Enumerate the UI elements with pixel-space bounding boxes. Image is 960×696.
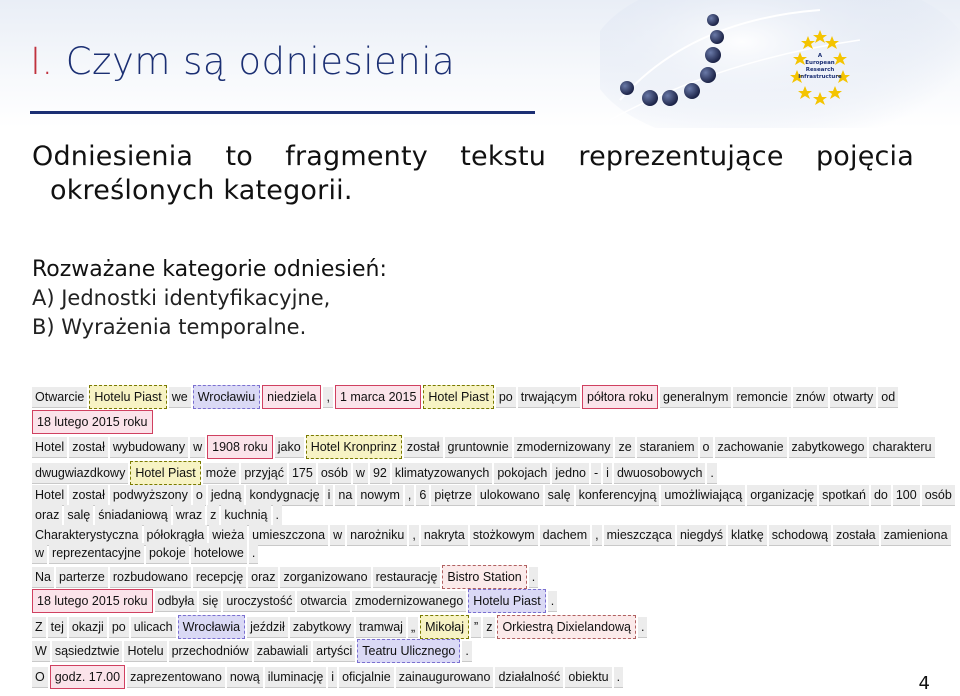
token: . — [529, 567, 538, 588]
token: dachem — [540, 525, 590, 546]
token: 175 — [289, 463, 316, 484]
annotation-date[interactable]: godz. 17.00 — [50, 665, 125, 689]
research-infrastructure-logo — [600, 0, 960, 128]
annotation-org[interactable]: Hotel Piast — [130, 461, 200, 485]
token: zainaugurowano — [396, 667, 494, 688]
token: uroczystość — [223, 591, 295, 612]
token: jako — [275, 437, 304, 458]
token: przyjąć — [241, 463, 287, 484]
token: zorganizowano — [280, 567, 370, 588]
token: pokoje — [146, 543, 189, 564]
example-row — [32, 385, 900, 407]
example-row — [32, 485, 957, 507]
token: i — [328, 667, 337, 688]
token: , — [405, 485, 414, 506]
category-b: B) Wyrażenia temporalne. — [32, 315, 307, 339]
token: z — [483, 617, 495, 638]
token: otwarty — [830, 387, 876, 408]
token: pokojach — [494, 463, 550, 484]
token: oraz — [32, 505, 62, 526]
token: Otwarcie — [32, 387, 87, 408]
token: 6 — [416, 485, 429, 506]
token: . — [638, 617, 647, 638]
token: oficjalnie — [339, 667, 394, 688]
token: został — [69, 485, 108, 506]
annotation-date[interactable]: 1908 roku — [207, 435, 273, 459]
token: okazji — [69, 617, 107, 638]
token: organizację — [747, 485, 817, 506]
definition-line-2: określonych kategorii. — [50, 175, 353, 206]
token: i — [325, 485, 334, 506]
example-row — [32, 665, 625, 687]
token: odbyła — [155, 591, 198, 612]
annotation-date[interactable]: 18 lutego 2015 roku — [32, 589, 153, 613]
token: dwugwiazdkowy — [32, 463, 128, 484]
annotation-date[interactable]: półtora roku — [582, 385, 658, 409]
token: został — [404, 437, 443, 458]
token: rozbudowano — [110, 567, 191, 588]
token: W — [32, 641, 50, 662]
token: zachowanie — [715, 437, 787, 458]
annotation-place[interactable]: Wrocławia — [178, 615, 245, 639]
token: konferencyjną — [576, 485, 660, 506]
annotation-pers[interactable]: Bistro Station — [442, 565, 526, 589]
token: ze — [615, 437, 634, 458]
example-row — [32, 410, 155, 432]
token: . — [273, 505, 282, 526]
token: . — [548, 591, 557, 612]
token: piętrze — [431, 485, 475, 506]
token: klatkę — [728, 525, 767, 546]
definition-paragraph — [32, 140, 932, 208]
token: może — [203, 463, 240, 484]
token: mieszcząca — [604, 525, 675, 546]
token: ulicach — [131, 617, 176, 638]
token: 92 — [370, 463, 390, 484]
token: wieża — [209, 525, 247, 546]
token: zamieniona — [881, 525, 951, 546]
example-row — [32, 615, 649, 637]
example-row — [32, 589, 559, 611]
token: przechodniów — [169, 641, 252, 662]
token: , — [409, 525, 418, 546]
logo-text-a: A — [817, 53, 823, 59]
logo-text-research: Research — [805, 67, 835, 73]
token: , — [592, 525, 601, 546]
token: zaprezentowano — [127, 667, 225, 688]
token: we — [169, 387, 191, 408]
token: w — [32, 543, 47, 564]
annotation-org[interactable]: Mikołaj — [420, 615, 469, 639]
token: parterze — [56, 567, 108, 588]
token: jeździł — [247, 617, 288, 638]
token: salę — [545, 485, 574, 506]
token: została — [833, 525, 879, 546]
token: narożniku — [347, 525, 407, 546]
token: z — [207, 505, 219, 526]
definition-word: pojęcia — [815, 141, 914, 172]
token: generalnym — [660, 387, 731, 408]
token: artyści — [313, 641, 355, 662]
token: tej — [48, 617, 67, 638]
definition-word: Odniesienia — [32, 141, 194, 172]
category-a: A) Jednostki identyfikacyjne, — [32, 286, 331, 310]
annotation-date[interactable]: niedziela — [262, 385, 321, 409]
token: w — [353, 463, 368, 484]
token: Hotel — [32, 437, 67, 458]
title-text: Czym są odniesienia — [65, 40, 456, 83]
token: . — [249, 543, 258, 564]
token: działalność — [495, 667, 563, 688]
annotation-pers[interactable]: Orkiestrą Dixielandową — [497, 615, 636, 639]
categories-heading: Rozważane kategorie odniesień: — [32, 257, 387, 282]
token: w — [330, 525, 345, 546]
token: po — [109, 617, 129, 638]
annotation-place[interactable]: Hotelu Piast — [468, 589, 545, 613]
token: w — [190, 437, 205, 458]
token: podwyższony — [110, 485, 191, 506]
token: o — [700, 437, 713, 458]
example-row — [32, 505, 284, 527]
token: restaurację — [373, 567, 441, 588]
token: wybudowany — [110, 437, 188, 458]
token: Hotel — [32, 485, 67, 506]
token: i — [603, 463, 612, 484]
annotation-place[interactable]: Teatru Ulicznego — [357, 639, 460, 663]
token: Z — [32, 617, 46, 638]
token: od — [878, 387, 898, 408]
token: ” — [471, 617, 481, 638]
token: reprezentacyjne — [49, 543, 144, 564]
token: dwuosobowych — [614, 463, 705, 484]
token: kondygnację — [246, 485, 322, 506]
annotation-place[interactable]: Wrocławiu — [193, 385, 260, 409]
token: stożkowym — [470, 525, 538, 546]
token: 100 — [893, 485, 920, 506]
token: nowym — [357, 485, 403, 506]
token: hotelowe — [191, 543, 247, 564]
definition-word: fragmenty — [285, 141, 428, 172]
token: charakteru — [869, 437, 934, 458]
categories-section — [32, 255, 387, 342]
token: Na — [32, 567, 54, 588]
token: schodową — [769, 525, 831, 546]
token: Charakterystyczna — [32, 525, 142, 546]
example-row — [32, 435, 937, 457]
token: zabytkowy — [290, 617, 354, 638]
token: zmodernizowany — [514, 437, 614, 458]
token: . — [462, 641, 471, 662]
token: zmodernizowanego — [352, 591, 466, 612]
logo-text-european: European — [805, 60, 835, 66]
logo-text-infrastructure: Infrastructure — [798, 74, 842, 80]
definition-word: to — [225, 141, 253, 172]
token: o — [193, 485, 206, 506]
token: się — [199, 591, 221, 612]
token: półokrągła — [144, 525, 208, 546]
definition-line-1 — [32, 140, 914, 174]
annotation-org[interactable]: Hotelu Piast — [89, 385, 166, 409]
token: zabytkowego — [789, 437, 868, 458]
token: umieszczona — [249, 525, 328, 546]
token: umożliwiającą — [661, 485, 745, 506]
title-number: I. — [30, 40, 54, 83]
annotation-org[interactable]: Hotel Piast — [423, 385, 493, 409]
token: . — [614, 667, 623, 688]
token: staraniem — [637, 437, 698, 458]
example-row — [32, 543, 260, 565]
token: osób — [318, 463, 351, 484]
token: „ — [408, 617, 418, 638]
annotation-date[interactable]: 18 lutego 2015 roku — [32, 410, 153, 434]
token: salę — [64, 505, 93, 526]
definition-word: tekstu — [460, 141, 547, 172]
token: osób — [922, 485, 955, 506]
annotation-date[interactable]: 1 marca 2015 — [335, 385, 421, 409]
token: jedną — [208, 485, 245, 506]
slide-title — [30, 40, 455, 83]
token: wraz — [173, 505, 205, 526]
token: zabawiali — [254, 641, 311, 662]
token: gruntownie — [445, 437, 512, 458]
token: nową — [227, 667, 263, 688]
token: został — [69, 437, 108, 458]
token: tramwaj — [356, 617, 406, 638]
example-row — [32, 565, 540, 587]
token: obiektu — [565, 667, 611, 688]
token: niegdyś — [677, 525, 726, 546]
token: klimatyzowanych — [392, 463, 492, 484]
token: nakryta — [421, 525, 468, 546]
token: sąsiedztwie — [52, 641, 123, 662]
token: remoncie — [733, 387, 790, 408]
token: znów — [793, 387, 828, 408]
token: śniadaniową — [95, 505, 171, 526]
example-row — [32, 461, 719, 483]
annotation-org[interactable]: Hotel Kronprinz — [306, 435, 402, 459]
definition-word: reprezentujące — [578, 141, 784, 172]
token: kuchnią — [221, 505, 270, 526]
token: O — [32, 667, 48, 688]
page-number: 4 — [918, 673, 930, 694]
token: na — [335, 485, 355, 506]
token: , — [323, 387, 332, 408]
token: po — [496, 387, 516, 408]
token: Hotelu — [124, 641, 166, 662]
token: jedno — [552, 463, 589, 484]
token: recepcję — [193, 567, 246, 588]
token: trwającym — [518, 387, 580, 408]
token: - — [591, 463, 601, 484]
token: oraz — [248, 567, 278, 588]
token: . — [707, 463, 716, 484]
title-underline — [30, 111, 535, 114]
token: do — [871, 485, 891, 506]
token: otwarcia — [297, 591, 350, 612]
example-row — [32, 639, 474, 661]
token: spotkań — [819, 485, 869, 506]
token: iluminację — [265, 667, 327, 688]
token: ulokowano — [477, 485, 543, 506]
